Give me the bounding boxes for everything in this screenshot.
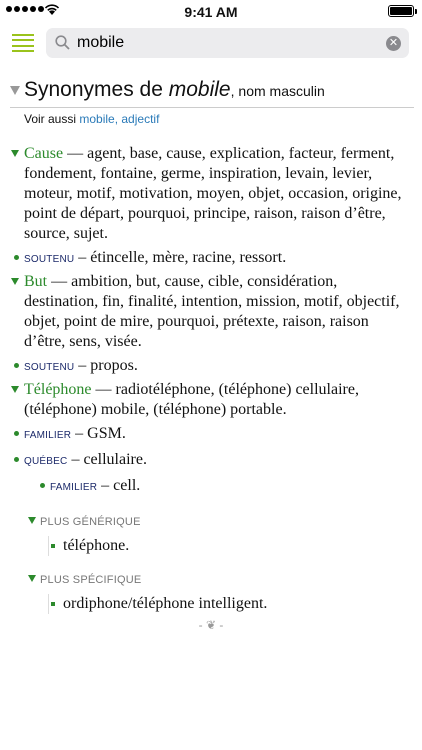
expand-triangle-icon[interactable] (11, 278, 19, 285)
register-text: – propos. (74, 357, 138, 374)
sense-text: — ambition, but, cause, cible, considération, destination, fin, finalité, intention, mission, motif, objectif, objet, point de mire, pourquoi, prétexte, raison, raison d’être, sens, visée. (24, 273, 400, 350)
register-item (10, 248, 414, 270)
bullet-icon (14, 255, 19, 260)
related-word[interactable]: téléphone. (63, 537, 130, 554)
register-item (10, 476, 414, 498)
bullet-icon (14, 363, 19, 368)
title-pos: , nom masculin (230, 83, 325, 99)
search-icon (55, 35, 70, 50)
collapse-triangle-icon[interactable] (10, 86, 20, 95)
register-item (10, 424, 414, 446)
see-also (24, 112, 159, 126)
related-specific (10, 570, 414, 614)
clear-search-icon[interactable]: ✕ (386, 36, 401, 51)
related-item (48, 594, 414, 614)
register-label: FAMILIER (24, 430, 72, 441)
bullet-icon (14, 431, 19, 436)
sense-telephone (10, 380, 414, 420)
see-also-link[interactable]: mobile, adjectif (79, 112, 160, 126)
sense-head[interactable]: Cause (24, 145, 64, 162)
related-item (48, 536, 414, 556)
related-word[interactable]: ordiphone/téléphone intelligent. (63, 595, 268, 612)
search-input[interactable] (77, 28, 377, 58)
page-title (24, 78, 325, 102)
battery-icon (388, 5, 414, 17)
register-label: SOUTENU (24, 362, 75, 373)
expand-triangle-icon[interactable] (28, 575, 36, 582)
sense-text: — radiotéléphone, (téléphone) cellulaire, (téléphone) mobile, (téléphone) portable. (24, 381, 359, 418)
register-label: SOUTENU (24, 254, 75, 265)
register-text: – cellulaire. (67, 451, 147, 468)
end-ornament-icon: - ❦ - (198, 618, 224, 632)
register-text: – étincelle, mère, racine, ressort. (74, 249, 287, 266)
toolbar (0, 22, 422, 66)
register-text: – GSM. (71, 425, 126, 442)
bullet-icon (14, 457, 19, 462)
see-also-label: Voir aussi (24, 112, 80, 126)
related-label[interactable]: PLUS SPÉCIFIQUE (40, 574, 142, 586)
expand-triangle-icon[interactable] (11, 386, 19, 393)
status-bar (0, 0, 422, 22)
expand-triangle-icon[interactable] (28, 517, 36, 524)
square-bullet-icon (51, 602, 55, 606)
sense-head[interactable]: But (24, 273, 48, 290)
expand-triangle-icon[interactable] (11, 150, 19, 157)
title-prefix: Synonymes de (24, 78, 169, 101)
related-label[interactable]: PLUS GÉNÉRIQUE (40, 516, 141, 528)
sense-but (10, 272, 414, 352)
register-item (10, 356, 414, 378)
square-bullet-icon (51, 544, 55, 548)
register-label: QUÉBEC (24, 456, 68, 467)
sense-cause (10, 144, 414, 244)
related-generic (10, 512, 414, 556)
sense-text: — agent, base, cause, explication, facteur, ferment, fondement, fontaine, germe, inspiration, levain, levier, moteur, motif, motivation, moyen, objet, occasion, origine, point de départ, pourquoi, principe, raison, raison d’être, source, sujet. (24, 145, 402, 242)
register-text: – cell. (97, 477, 141, 494)
bullet-icon (40, 483, 45, 488)
register-label: FAMILIER (50, 482, 98, 493)
entry-header (10, 78, 414, 108)
menu-icon[interactable] (12, 34, 34, 52)
status-time: 9:41 AM (184, 4, 238, 20)
register-item (10, 450, 414, 472)
sense-head[interactable]: Téléphone (24, 381, 92, 398)
synonym-list (10, 144, 414, 614)
title-word: mobile (168, 78, 231, 101)
search-bar[interactable] (46, 28, 409, 58)
